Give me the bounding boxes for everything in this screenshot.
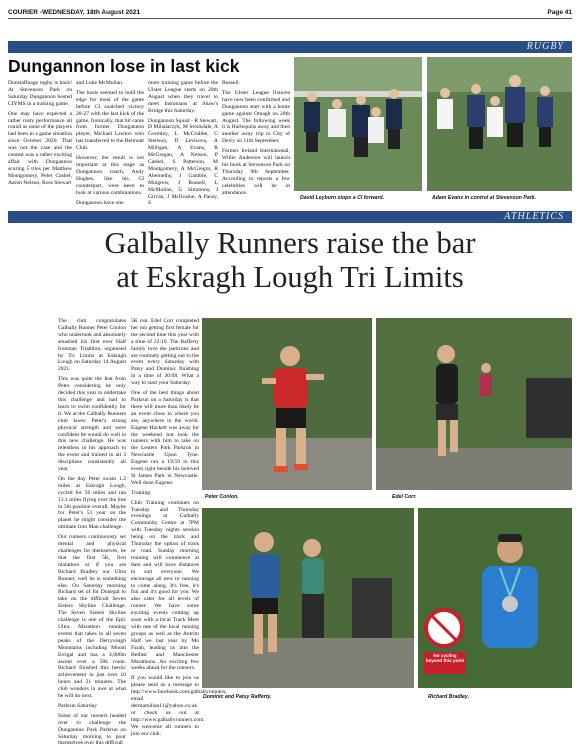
photo-peter-conlon <box>202 318 372 490</box>
rugby-column-3: more training game before the Ulster League starts on 28th August when they travel to meet Instonians at Shaw's Bridge this Saturday. Dungannon Squad - R Stewart, D Mihalaczyk, M Stockdale, A Gormley, L McCrubbe, C Stetison, D Levlsova, A Milligan, A Evans, R McGregan, A Nelson, P Cashel, S Patterson, M Montgomery, A McGregor, R Abernethy, J Gamble, C Mulgrew, J Russell, L McMullan, G Simmons, J Girvan, J McIlvaine, A Pacey, S <box>148 80 218 207</box>
rugby-column-2: and Luke McMullan. The hosts seemed to hold the edge for most of the game before CI snatched victory 28-27 with the last kick of the game. Ironically, that hit came from former Dungannon player, Michael Lawton who has transferred to the Belmont Club. However, the result is not important at this stage as Dungannon coach, Andy Hughes, like his CI counterpart, were keen to look at various combinations. Dungannon have one <box>76 80 144 206</box>
page-number: Page 41 <box>547 8 572 16</box>
photo-rafferty <box>202 508 414 688</box>
athletics-headline-line-2: at Eskragh Lough Tri Limits <box>116 260 464 294</box>
caption-richard-bradley: Richard Bradley. <box>428 694 470 700</box>
page-header <box>8 6 572 19</box>
photo-edel-corr <box>376 318 572 490</box>
rugby-headline: Dungannon lose in last kick <box>8 56 240 76</box>
photo-richard-bradley <box>418 508 572 688</box>
athletics-headline-line-1: Galbally Runners raise the bar <box>104 226 476 260</box>
rugby-column-4: Russell. The Ulster League fixtures have now been confirmed and Dungannon start with a home game against Omagh on 28th August. The following week it is Harlequins away and then another away trip to City of Derry on 11th September. Former Ireland International, Willie Anderson will launch his book at Stevenson Park on Thursday 9th September. According to reports a few celebrities will be in attendance. <box>222 80 290 196</box>
issue-date: COURIER -WEDNESDAY, 18th August 2021 <box>8 8 141 16</box>
caption-peter-conlon: Peter Conlon. <box>205 494 239 500</box>
no-cycling-sign-text: No cycling beyond this point <box>425 653 465 664</box>
caption-leyburn: David Leyburn stops a CI forward. <box>300 195 385 201</box>
section-bar-rugby: RUGBY <box>8 41 572 53</box>
rugby-photo-evans <box>427 57 572 191</box>
section-bar-athletics: ATHLETICS <box>8 211 572 223</box>
caption-rafferty: Dominic and Patsy Rafferty. <box>203 694 272 700</box>
caption-evans: Adam Evans in control at Stevenson Park. <box>432 195 537 201</box>
athletics-headline <box>8 226 572 294</box>
athletics-column-2: 5K run. Edel Corr completed her run getting first female for the second time this year with a time of 22:19. The Rafferty family love the parkruns and are routinely getting out to the event every Saturday with Patsy and Dominic finishing in a time of 30:08. What a way to start your Saturday. One of the best things about Parkrun on a Saturday is that there will more than likely be an event close to where you are, anywhere in the world. Eugene Hackett was away for the weekend but took the runners with him to take on the Lesters Park Parkrun in Newcastle Upon Tyne. Eugene ran a 19:59 in this event right beside his beloved St James Park in Newcastle. Well done Eugene. Training Club Training continues on Tuesday and Thursday evenings at Galbally Community Centre at 7PM with Tuesday nights session being on the track and Thursday the option of track or road. Sunday morning training will commence at 8am and will have distances to suit everyone. We encourage all new to running to come along. It's free, it's fun and it's good for you. We also cater for all levels of runner. We have some exciting events coming up soon with a local Track Meet with one of the local running groups as well as the Antrim Half we last year by Mo Farah, leading us into the Belfast and Manchester Marathons. An exciting few weeks ahead for the runners. If you would like to join us please send us a message to http://www.facebook.com/galballyrunners, email dermamillan11@yahoo.co.uk or check us out at http://www.galballyrunners.com. We welcome all runners to join our club. <box>131 318 227 737</box>
rugby-photo-leyburn <box>294 57 422 191</box>
rugby-column-1: Dunstaffnage rugby is back! At Stevenson Park on Saturday Dungannon hosted CIYMS in a training game. One may have expected a rather rusty performance all round as none of the players had been in a game situation since October 2020. That was not the case and the contest was a rather exciting affair with Dungannon scoring 5 tries per Matthew Montgomery, Peter Cashel, Aaron Nelson, Ross Stewart <box>8 80 72 186</box>
caption-edel-corr: Edel Corr. <box>392 494 417 500</box>
athletics-column-1: The club congratulates Galbally Runner Peter Conlon who undertook and absolutely smashed his first ever Half Ironman Triathlon, organised by Tri Limits at Eskragh Lough on Saturday 14 August 2021. This was quite the feat from Peter considering he only decided this year to undertake this challenge and had to learn to swim confidently for it. We at the Galbally Runners club know Peter's strong physical strength and were confident he would do well in this new challenge. He was relentless in his approach to the event and trained in all 3 disciplines consistently all year. On the day Peter swam 1.2 miles at Eskragh Lough, cycled for 56 miles and ran 13.1 miles flying over the line in 5th position overall. Maybe for Peter's 51 year on the planet he might consider the ultimate Iron Man challenge. Our runners continuously set mental and physical challenges for themselves, be that the first 5K, first marathon or if you are Richard Bradley our Ultra Runner, well he is something else. On Saturday morning Richard set of for Donegal to take on the difficult Seven Sisters Skyline Challenge. The Seven Sisters Skyline challenge is one of the Epic Ultra Marathon running events that takes in all seven peaks of the Derryveagh Mountains including Mount Errigal and has a 4,000m ascent over a 58k route. Richard finished this heroic achievement in just over 10 hours and 21 minutes. The club wonders in awe at what he will do next. Parkrun Saturday Some of our runners headed over to challenge the Dungannon Park Parkrun on Saturday morning to pour themselves over this difficult <box>58 318 126 747</box>
